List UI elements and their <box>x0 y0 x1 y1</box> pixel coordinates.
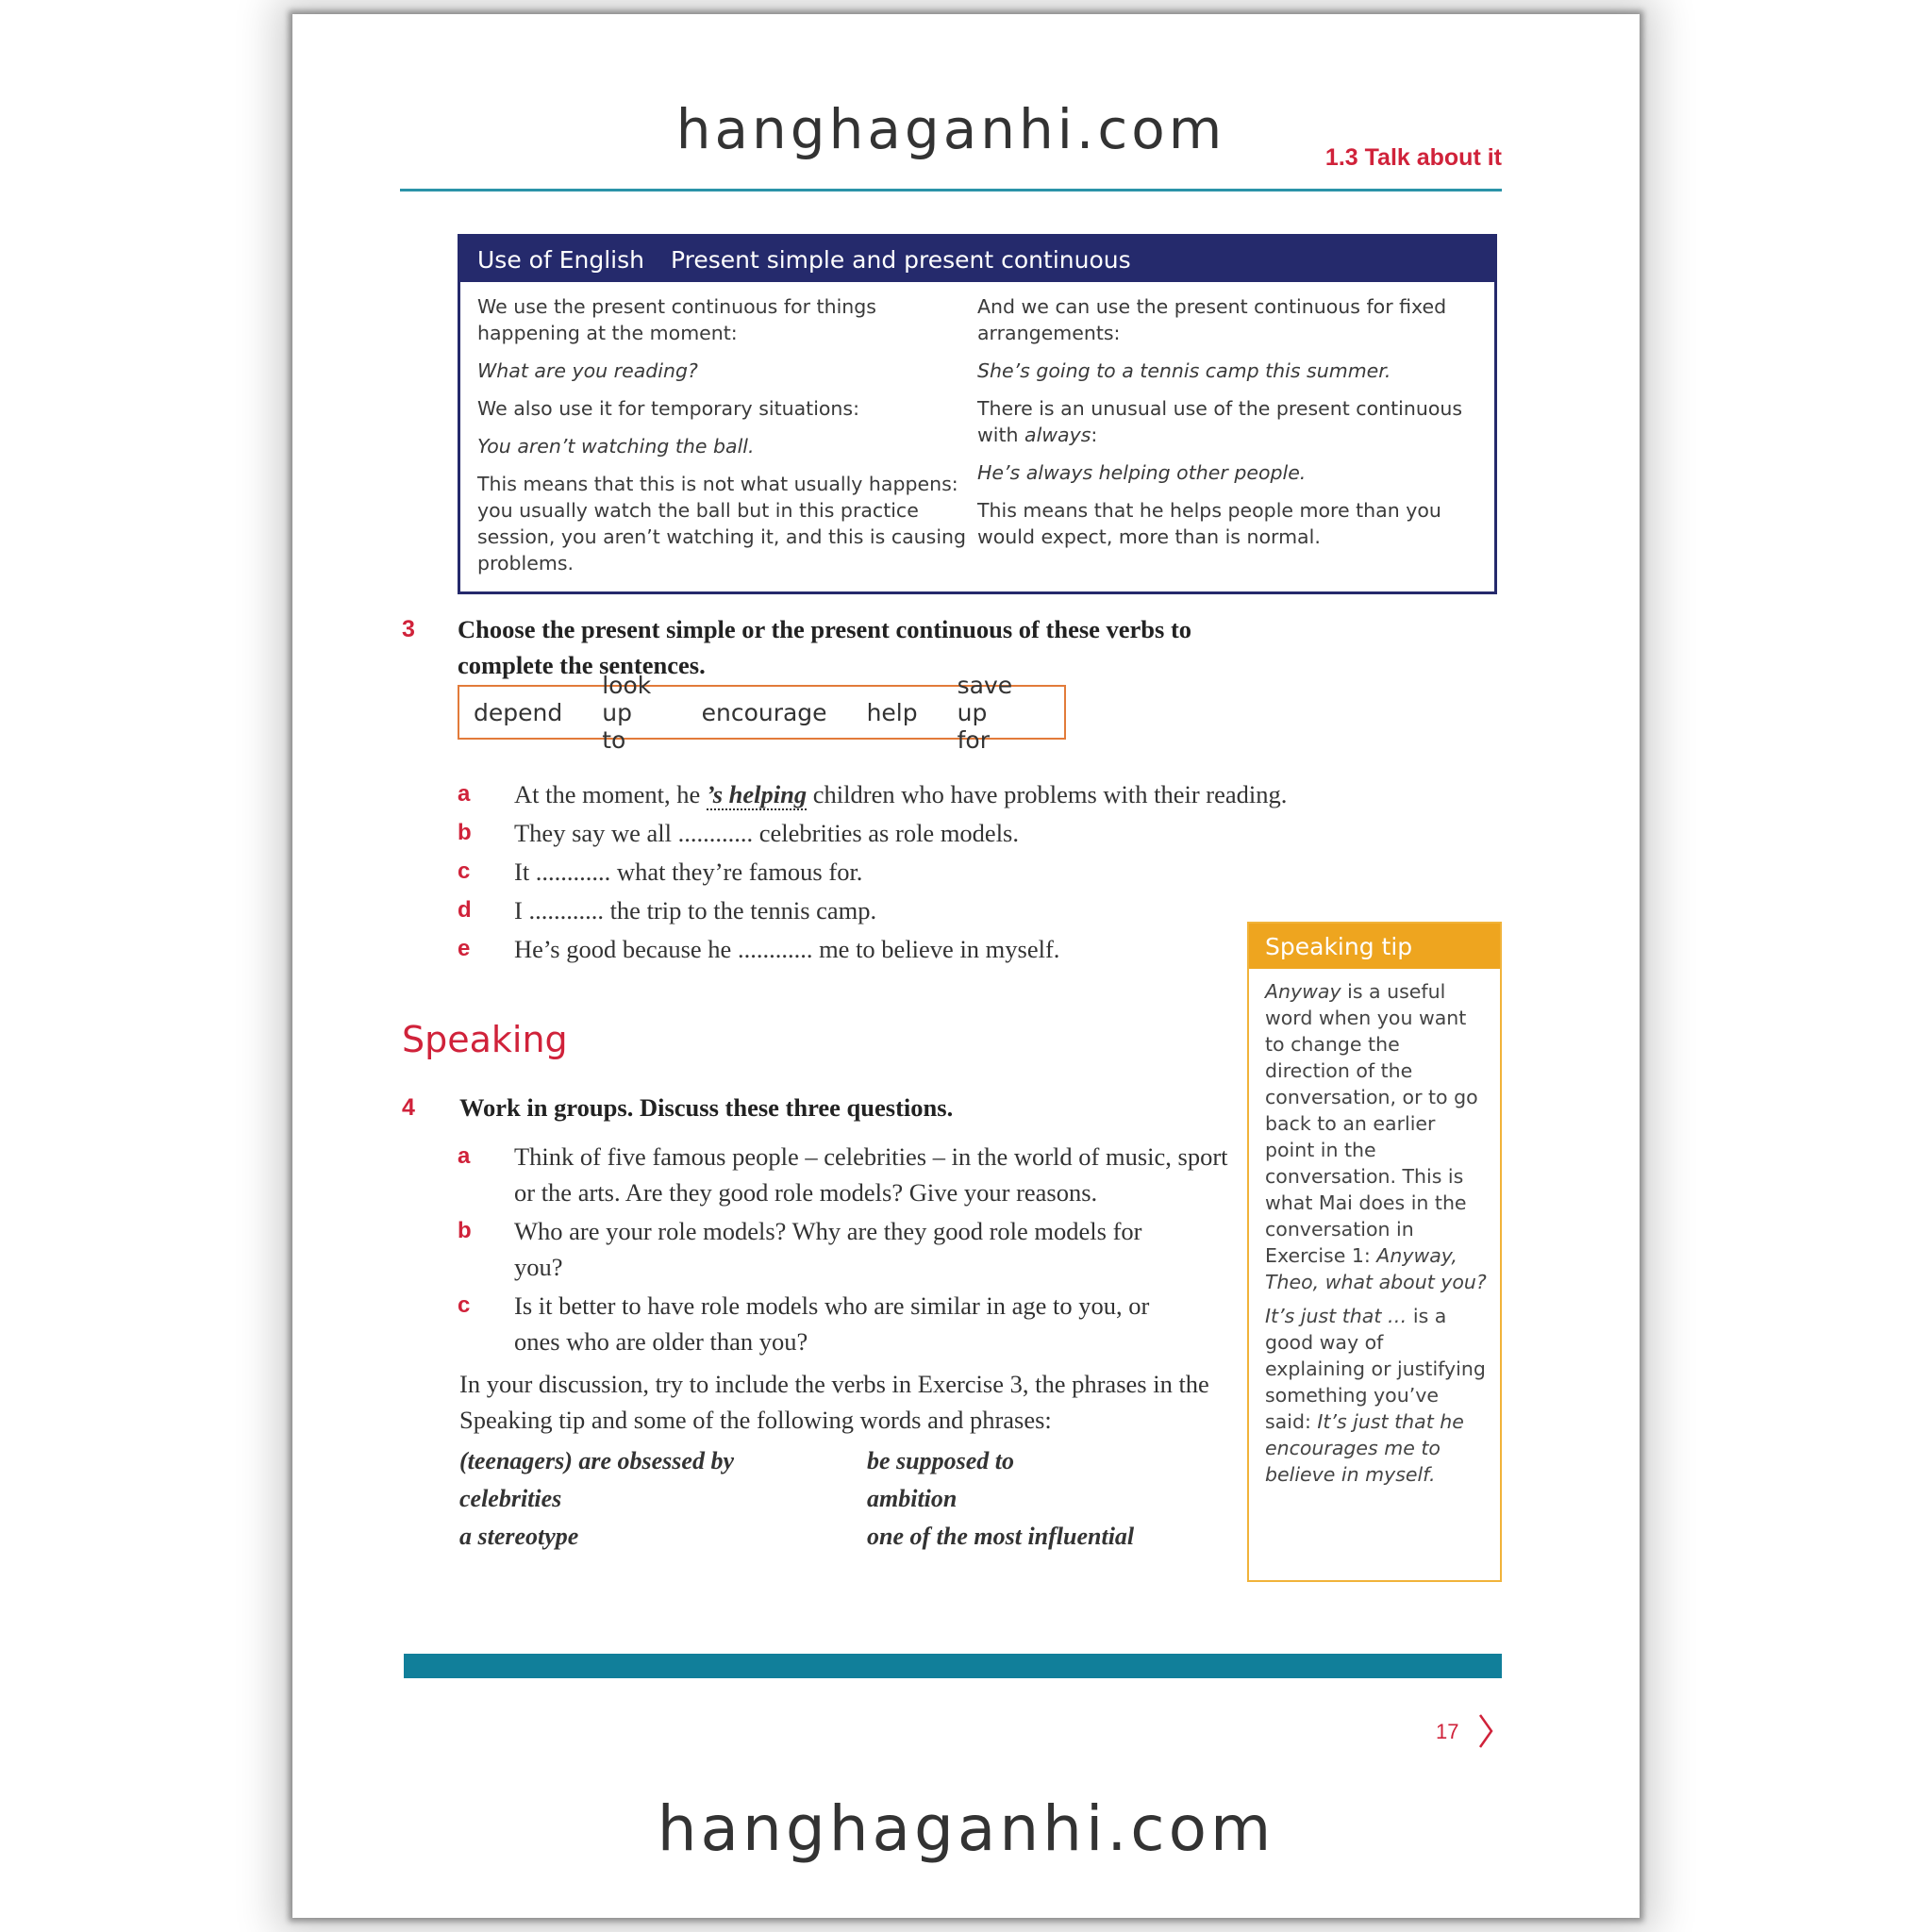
example-answer: ’s helping <box>706 780 808 808</box>
speaking-tip-paragraph: It’s just that … is a good way of explaining or justifying something you’ve said: It’s just that he encourages me to believe in myself. <box>1265 1305 1486 1486</box>
grammar-example: She’s going to a tennis camp this summer. <box>977 359 1391 382</box>
use-of-english-label: Use of English <box>477 246 644 274</box>
watermark-top: hanghaganhi.com <box>675 97 1226 161</box>
use-of-english-right-column <box>977 293 1477 588</box>
speaking-tip-title: Speaking tip <box>1249 924 1500 969</box>
item-letter: e <box>458 936 471 961</box>
item-text: They say we all ............ celebrities as role models. <box>514 819 1019 847</box>
grammar-example: What are you reading? <box>477 359 698 382</box>
grammar-example: You aren’t watching the ball. <box>477 435 755 458</box>
verb-option: save up for <box>957 671 1013 754</box>
grammar-example: He’s always helping other people. <box>977 461 1307 484</box>
speaking-section-title: Speaking <box>402 1019 568 1060</box>
item-letter: c <box>458 1292 471 1318</box>
exercise-item: a At the moment, he ’s helping children who have problems with their reading. <box>458 776 1288 812</box>
exercise-3-items <box>458 776 1288 970</box>
speaking-tip-paragraph: Anyway is a useful word when you want to change the direction of the conversation, or to go back to an earlier point in the conversation. This is what Mai does in the conversation in Exercise 1: Anyway, Theo, what about you? <box>1265 980 1487 1293</box>
verb-option: look up to <box>602 671 652 754</box>
exercise-3-number: 3 <box>402 616 415 642</box>
discussion-question <box>458 1213 1288 1285</box>
item-letter: d <box>458 897 472 923</box>
phrase: celebrities <box>459 1485 562 1512</box>
verb-option: help <box>866 698 918 726</box>
header-divider <box>400 189 1502 192</box>
item-letter: b <box>458 1218 472 1243</box>
exercise-item <box>458 815 1288 851</box>
textbook-page <box>292 14 1640 1918</box>
use-of-english-box <box>458 234 1497 594</box>
exercise-4-instruction: Work in groups. Discuss these three questions. <box>459 1093 954 1122</box>
watermark-bottom: hanghaganhi.com <box>657 1792 1275 1865</box>
exercise-item <box>458 892 1288 928</box>
footer-bar <box>404 1654 1502 1678</box>
phrase: a stereotype <box>459 1523 579 1550</box>
use-of-english-left-column <box>477 293 977 588</box>
verb-option: depend <box>474 698 563 726</box>
item-text: I ............ the trip to the tennis camp. <box>514 896 877 924</box>
phrase: one of the most influential <box>867 1523 1135 1550</box>
unit-label: 1.3 Talk about it <box>1324 144 1502 171</box>
item-text: It ............ what they’re famous for. <box>514 858 863 886</box>
verb-word-box <box>458 671 1066 754</box>
exercise-item <box>458 854 1288 890</box>
grammar-rule: There is an unusual use of the present continuous with always: <box>977 397 1463 446</box>
item-text: Who are your role models? Why are they good role models for you? <box>514 1217 1142 1281</box>
use-of-english-title: Present simple and present continuous <box>670 246 1131 274</box>
phrase: (teenagers) are obsessed by <box>459 1447 734 1474</box>
item-text: Is it better to have role models who are similar in age to you, or ones who are older than you? <box>514 1291 1150 1356</box>
grammar-rule: We also use it for temporary situations: <box>477 397 860 420</box>
use-of-english-header <box>460 237 1494 282</box>
discussion-question <box>458 1139 1288 1210</box>
verb-option: encourage <box>701 698 827 726</box>
chevron-right-icon[interactable] <box>1476 1712 1495 1750</box>
phrase: ambition <box>867 1485 958 1512</box>
page-number: 17 <box>1436 1720 1459 1743</box>
item-letter: a <box>458 781 471 807</box>
grammar-rule: And we can use the present continuous for fixed arrangements: <box>977 295 1447 344</box>
grammar-rule: We use the present continuous for things happening at the moment: <box>477 295 876 344</box>
grammar-explanation: This means that he helps people more than you would expect, more than is normal. <box>977 499 1441 548</box>
grammar-explanation: This means that this is not what usually happens: you usually watch the ball but in this practice session, you aren’t watching it, and this is causing problems. <box>477 473 967 575</box>
useful-phrases <box>459 1442 1242 1556</box>
item-letter: b <box>458 820 472 845</box>
discussion-paragraph: In your discussion, try to include the verbs in Exercise 3, the phrases in the Speaking tip and some of the following words and phrases: <box>459 1370 1209 1434</box>
item-letter: c <box>458 858 471 884</box>
item-letter: a <box>458 1143 471 1169</box>
exercise-4-items <box>458 1139 1288 1362</box>
exercise-item <box>458 931 1288 967</box>
phrase: be supposed to <box>867 1447 1014 1474</box>
item-text: Think of five famous people – celebrities – in the world of music, sport or the arts. Are they good role models? Give your reasons. <box>514 1142 1228 1207</box>
speaking-tip-box <box>1247 922 1502 1582</box>
item-text: He’s good because he ............ me to believe in myself. <box>514 935 1060 963</box>
exercise-3-instruction: Choose the present simple or the present continuous of these verbs to complete the sentences. <box>458 615 1192 679</box>
discussion-question <box>458 1288 1288 1359</box>
exercise-4-number: 4 <box>402 1094 415 1121</box>
